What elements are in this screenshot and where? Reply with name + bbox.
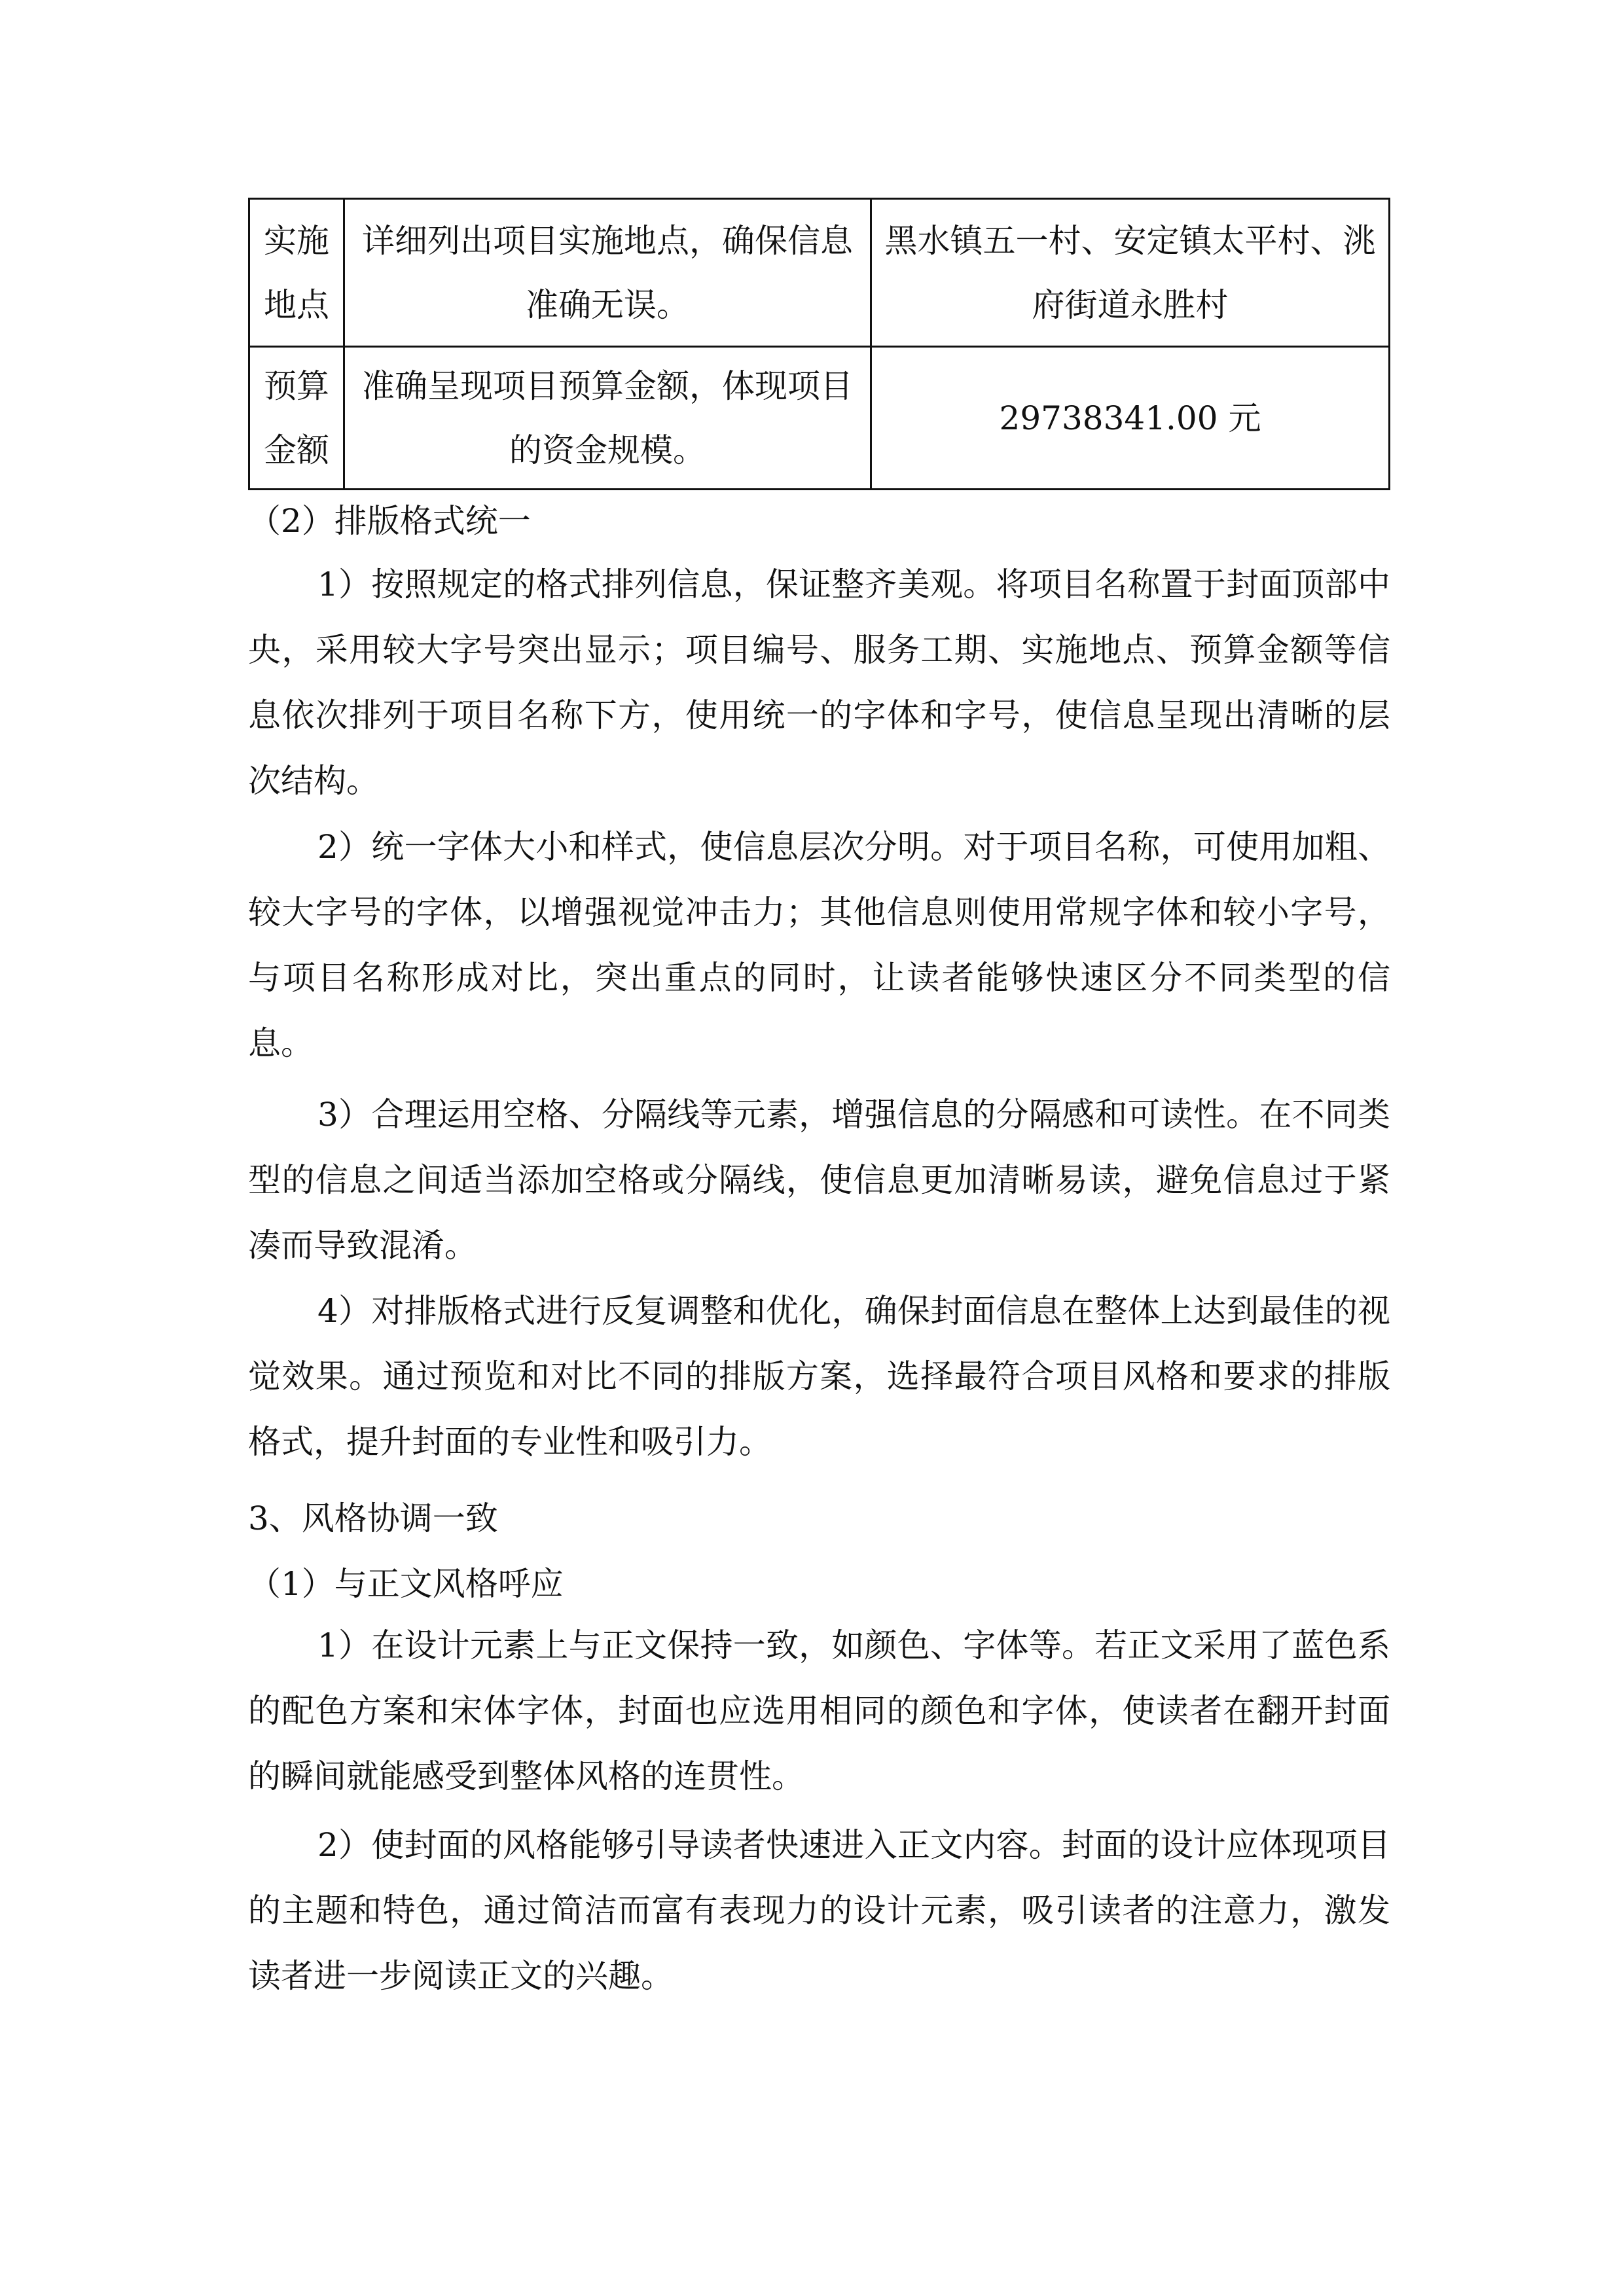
label-line: 地点	[264, 285, 329, 324]
paragraph-line: 息依次排列于项目名称下方，使用统一的字体和字号，使信息呈现出清晰的层	[248, 696, 1390, 734]
paragraph-line: 2）使封面的风格能够引导读者快速进入正文内容。封面的设计应体现项目	[317, 1826, 1390, 1864]
value-line: 黑水镇五一村、安定镇太平村、洮	[884, 221, 1376, 260]
label-line: 实施	[264, 221, 329, 260]
paragraph	[248, 1812, 1390, 2009]
paragraph	[248, 1278, 1390, 1475]
section-heading: （2）排版格式统一	[248, 502, 531, 540]
table-row	[249, 347, 1390, 490]
paragraph-line: 觉效果。通过预览和对比不同的排版方案，选择最符合项目风格和要求的排版	[248, 1357, 1390, 1395]
paragraph-line: 较大字号的字体，以增强视觉冲击力；其他信息则使用常规字体和较小字号，	[248, 893, 1390, 931]
label-line: 金额	[264, 431, 329, 469]
desc-line: 准确无误。	[526, 285, 689, 324]
paragraph-line: 与项目名称形成对比，突出重点的同时，让读者能够快速区分不同类型的信	[248, 959, 1390, 997]
paragraph	[248, 1082, 1390, 1278]
paragraph-line: 央，采用较大字号突出显示；项目编号、服务工期、实施地点、预算金额等信	[248, 631, 1390, 669]
table-row	[249, 199, 1390, 347]
paragraph-line: 凑而导致混淆。	[248, 1227, 477, 1265]
paragraph-line: 1）在设计元素上与正文保持一致，如颜色、字体等。若正文采用了蓝色系	[317, 1626, 1390, 1664]
info-table	[248, 198, 1390, 490]
paragraph	[248, 814, 1390, 1076]
paragraph-line: 息。	[248, 1024, 314, 1062]
row-label	[249, 347, 344, 490]
paragraph-line: 4）对排版格式进行反复调整和优化，确保封面信息在整体上达到最佳的视	[317, 1292, 1390, 1330]
paragraph-line: 读者进一步阅读正文的兴趣。	[248, 1957, 674, 1995]
desc-line: 详细列出项目实施地点，确保信息	[362, 221, 853, 260]
section-heading: 3、风格协调一致	[248, 1499, 498, 1537]
row-value	[871, 199, 1390, 347]
paragraph-line: 3）合理运用空格、分隔线等元素，增强信息的分隔感和可读性。在不同类	[317, 1096, 1390, 1134]
value-line: 29738341.00 元	[999, 399, 1261, 437]
desc-line: 准确呈现项目预算金额，体现项目	[362, 367, 853, 405]
paragraph-line: 的主题和特色，通过简洁而富有表现力的设计元素，吸引读者的注意力，激发	[248, 1892, 1390, 1929]
value-line: 府街道永胜村	[1032, 285, 1229, 324]
paragraph	[248, 552, 1390, 814]
subsection-heading: （1）与正文风格呼应	[248, 1565, 564, 1603]
row-label	[249, 199, 344, 347]
paragraph-line: 的配色方案和宋体字体，封面也应选用相同的颜色和字体，使读者在翻开封面	[248, 1692, 1390, 1730]
label-line: 预算	[264, 367, 329, 405]
paragraph-line: 的瞬间就能感受到整体风格的连贯性。	[248, 1757, 804, 1795]
row-description	[344, 199, 871, 347]
paragraph-line: 次结构。	[248, 762, 379, 800]
paragraph	[248, 1613, 1390, 1809]
paragraph-line: 1）按照规定的格式排列信息，保证整齐美观。将项目名称置于封面顶部中	[317, 565, 1390, 603]
paragraph-line: 2）统一字体大小和样式，使信息层次分明。对于项目名称，可使用加粗、	[317, 828, 1390, 866]
paragraph-line: 型的信息之间适当添加空格或分隔线，使信息更加清晰易读，避免信息过于紧	[248, 1161, 1390, 1199]
row-description	[344, 347, 871, 490]
budget-value	[871, 347, 1390, 490]
desc-line: 的资金规模。	[509, 431, 706, 469]
paragraph-line: 格式，提升封面的专业性和吸引力。	[248, 1423, 772, 1461]
